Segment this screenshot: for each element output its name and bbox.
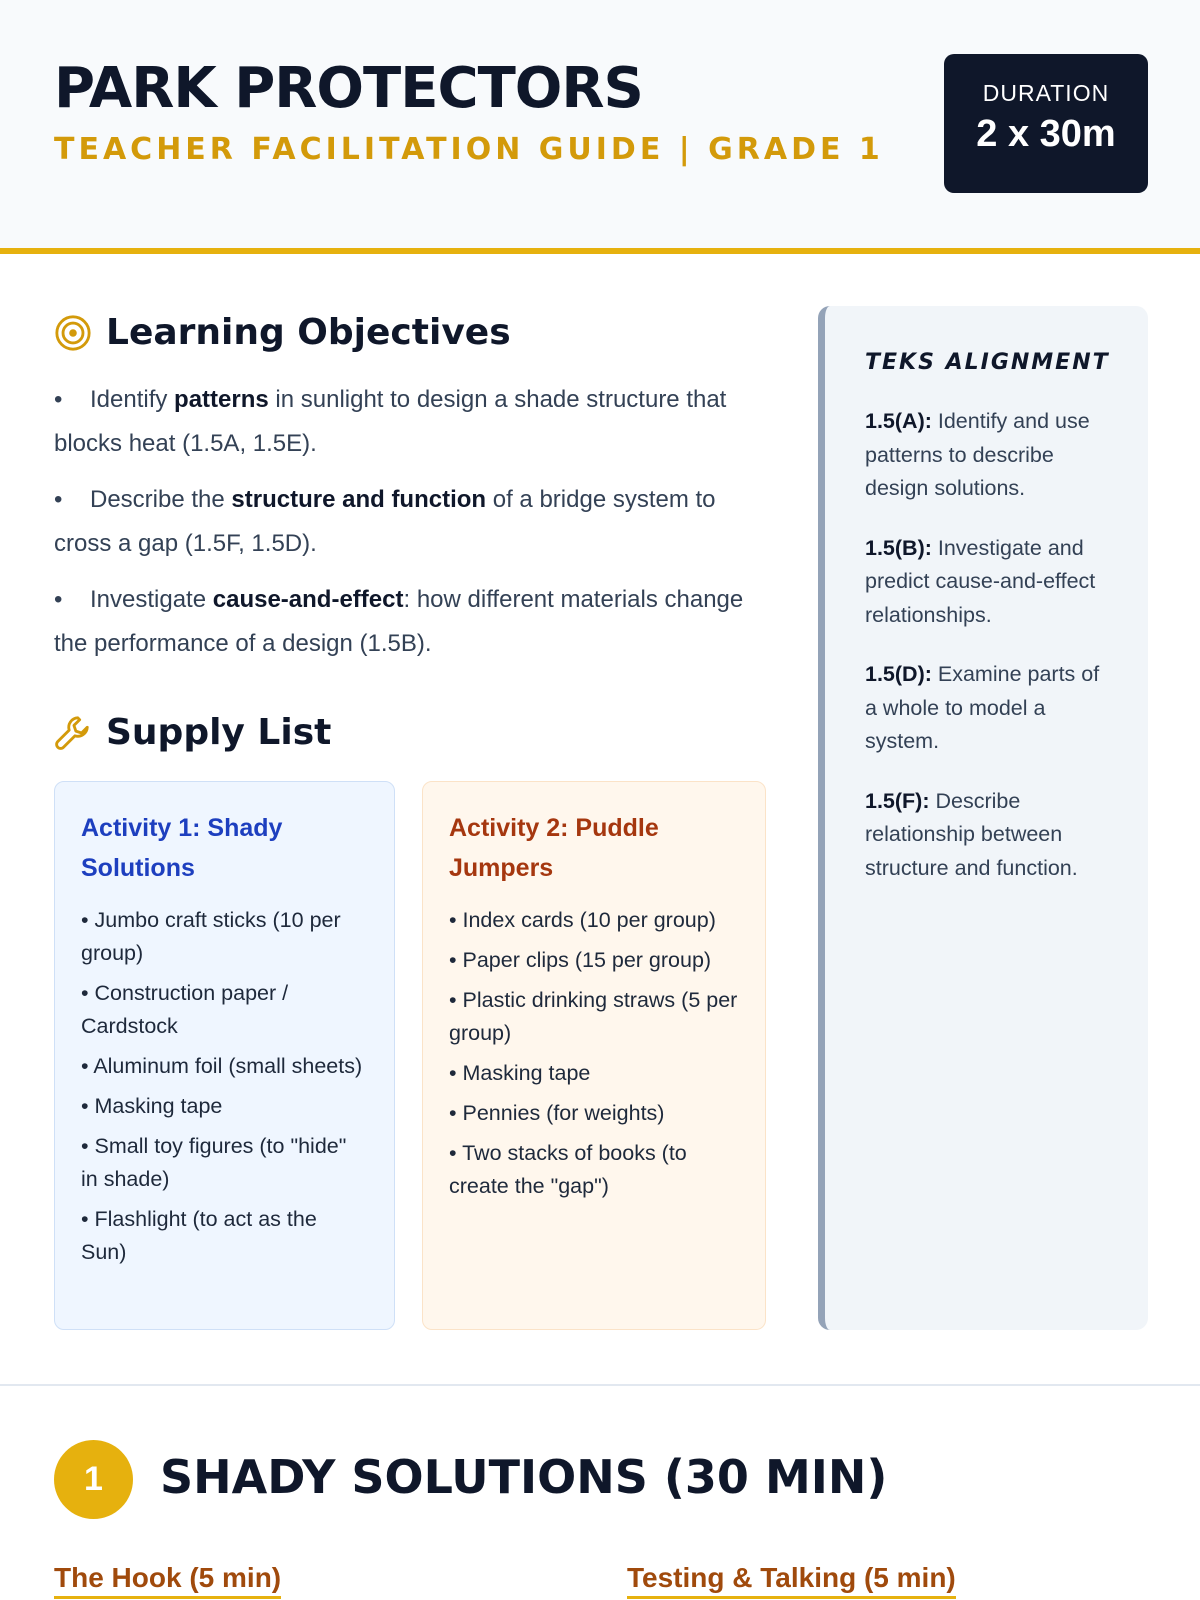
- objectives-heading: Learning Objectives: [106, 312, 511, 353]
- wrench-icon: [54, 714, 92, 752]
- section-number-badge: 1: [54, 1440, 133, 1519]
- activity2-supply-list: [449, 904, 739, 1203]
- duration-badge: [944, 54, 1148, 193]
- list-item: • Paper clips (15 per group): [449, 948, 712, 972]
- hook-subheading: The Hook (5 min): [54, 1562, 281, 1599]
- supply-heading: Supply List: [106, 712, 332, 753]
- list-item: • Small toy figures (to "hide" in shade): [81, 1134, 347, 1191]
- testing-subheading: Testing & Talking (5 min): [627, 1562, 956, 1599]
- teks-item: 1.5(A): Identify and use patterns to describe design solutions.: [865, 409, 1090, 500]
- activity2-title: Activity 2: Puddle Jumpers: [449, 814, 659, 882]
- activity1-supply-list: [81, 904, 368, 1269]
- page-header: [0, 0, 1200, 254]
- teks-item: 1.5(D): Examine parts of a whole to model a system.: [865, 662, 1100, 753]
- teks-item: 1.5(F): Describe relationship between structure and function.: [865, 788, 1078, 880]
- list-item: • Identify patterns in sunlight to design a shade structure that blocks heat (1.5A, 1.5E).: [54, 386, 727, 457]
- section-divider: [0, 1384, 1200, 1386]
- target-icon: [54, 314, 92, 352]
- duration-label: DURATION: [982, 80, 1110, 106]
- teks-alignment-panel: [818, 306, 1148, 1330]
- list-item: • Investigate cause-and-effect: how different materials change the performance of a design (1.5B).: [54, 586, 744, 657]
- list-item: • Construction paper / Cardstock: [81, 981, 289, 1038]
- activity2-supply-card: [422, 781, 766, 1330]
- teks-item: 1.5(B): Investigate and predict cause-and-effect relationships.: [865, 535, 1096, 627]
- teks-heading: TEKS ALIGNMENT: [865, 350, 1110, 375]
- activity1-title: Activity 1: Shady Solutions: [81, 814, 283, 882]
- duration-value: 2 x 30m: [976, 113, 1116, 155]
- list-item: • Masking tape: [81, 1094, 223, 1118]
- objectives-header: [54, 312, 511, 353]
- list-item: • Pennies (for weights): [449, 1101, 665, 1125]
- section-title: SHADY SOLUTIONS (30 MIN): [160, 1450, 888, 1504]
- list-item: • Flashlight (to act as the Sun): [81, 1207, 317, 1264]
- list-item: • Masking tape: [449, 1061, 591, 1085]
- objectives-list: [54, 378, 764, 678]
- list-item: • Index cards (10 per group): [449, 908, 716, 932]
- list-item: • Aluminum foil (small sheets): [81, 1054, 363, 1078]
- supply-header: [54, 712, 331, 753]
- list-item: • Plastic drinking straws (5 per group): [449, 988, 738, 1045]
- list-item: • Describe the structure and function of a bridge system to cross a gap (1.5F, 1.5D).: [54, 486, 716, 557]
- list-item: • Jumbo craft sticks (10 per group): [81, 908, 341, 965]
- activity1-supply-card: [54, 781, 395, 1330]
- page-title: PARK PROTECTORS: [54, 56, 643, 121]
- list-item: • Two stacks of books (to create the "gap"): [449, 1141, 687, 1198]
- page-subtitle: TEACHER FACILITATION GUIDE | GRADE 1: [54, 132, 884, 167]
